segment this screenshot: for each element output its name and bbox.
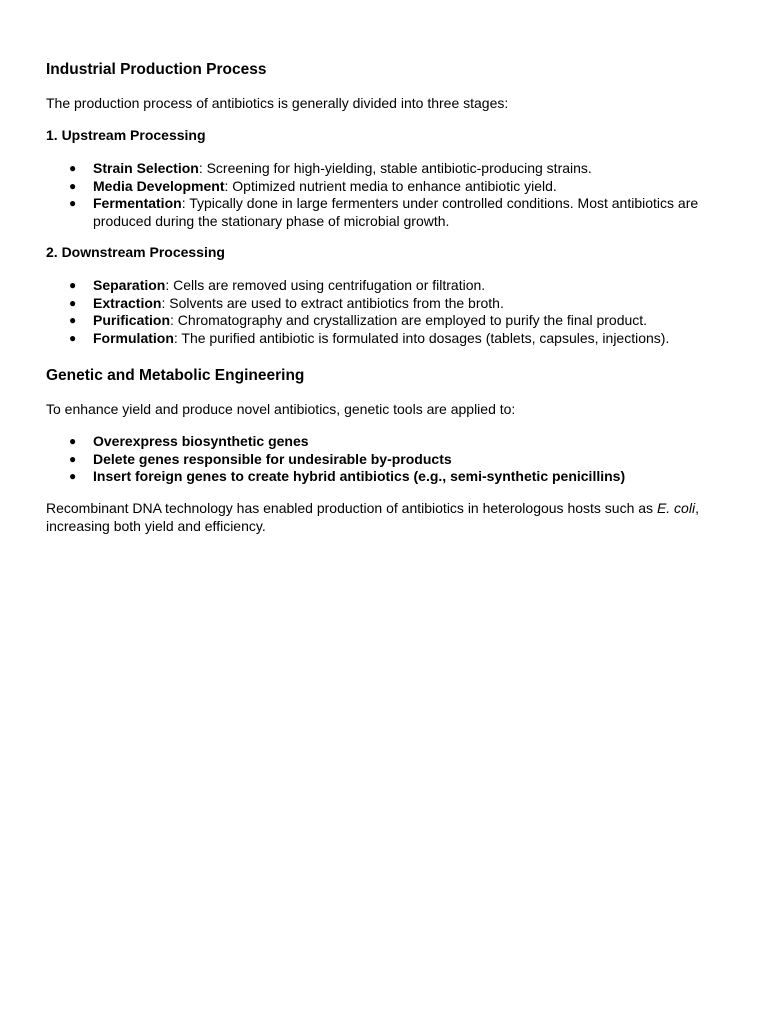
section-title-industrial-production: Industrial Production Process bbox=[46, 61, 267, 78]
bullet-icon: ● bbox=[69, 295, 77, 310]
list-item-term: Purification bbox=[93, 312, 171, 328]
list-item-desc: : Typically done in large fermenters under controlled conditions. Most antibiotics are produced during the stationary phase of microbial growth. bbox=[93, 195, 699, 229]
section-intro-genetic: To enhance yield and produce novel antibiotics, genetic tools are applied to: bbox=[46, 401, 516, 417]
bullet-icon: ● bbox=[69, 469, 77, 483]
list-item-desc: : The purified antibiotic is formulated into dosages (tablets, capsules, injections). bbox=[173, 329, 670, 346]
list-item bbox=[46, 312, 722, 330]
list-item-term: Separation bbox=[93, 277, 166, 293]
organism-name: E. coli bbox=[656, 500, 696, 516]
list-item bbox=[46, 160, 722, 178]
list-item-text: Delete genes responsible for undesirable by-products bbox=[93, 450, 452, 467]
list-item bbox=[46, 195, 722, 230]
list-item-desc: : Chromatography and crystallization are employed to purify the final product. bbox=[170, 312, 648, 328]
list-item bbox=[46, 277, 722, 295]
section-title-genetic-engineering: Genetic and Metabolic Engineering bbox=[46, 367, 305, 384]
section-intro-production: The production process of antibiotics is generally divided into three stages: bbox=[46, 95, 509, 111]
list-item-text: Insert foreign genes to create hybrid antibiotics (e.g., semi-synthetic penicillins) bbox=[93, 468, 626, 484]
closing-text-before: Recombinant DNA technology has enabled production of antibiotics in heterologous hosts such as bbox=[46, 500, 657, 516]
list-item-desc: : Screening for high-yielding, stable antibiotic-producing strains. bbox=[198, 160, 592, 176]
list-item-text: Overexpress biosynthetic genes bbox=[93, 433, 309, 449]
list-item-desc: : Solvents are used to extract antibiotics from the broth. bbox=[161, 294, 504, 311]
subheading-downstream: 2. Downstream Processing bbox=[46, 244, 225, 260]
upstream-list bbox=[46, 160, 722, 230]
list-item-term: Media Development bbox=[93, 177, 225, 194]
list-item-term: Strain Selection bbox=[93, 160, 199, 176]
bullet-icon: ● bbox=[69, 451, 77, 466]
list-item bbox=[46, 451, 722, 469]
closing-paragraph bbox=[46, 500, 722, 535]
list-item-term: Fermentation bbox=[93, 195, 182, 211]
downstream-list bbox=[46, 277, 722, 347]
list-item bbox=[46, 330, 722, 348]
subheading-upstream: 1. Upstream Processing bbox=[46, 127, 206, 143]
genetic-tools-list bbox=[46, 433, 722, 486]
bullet-icon: ● bbox=[69, 178, 77, 193]
list-item bbox=[46, 295, 722, 313]
bullet-icon: ● bbox=[69, 330, 77, 345]
list-item bbox=[46, 178, 722, 196]
bullet-icon: ● bbox=[69, 434, 77, 448]
list-item-desc: : Optimized nutrient media to enhance antibiotic yield. bbox=[224, 177, 557, 194]
bullet-icon: ● bbox=[69, 278, 77, 292]
list-item bbox=[46, 468, 722, 486]
list-item-term: Extraction bbox=[93, 294, 162, 311]
list-item-term: Formulation bbox=[93, 329, 174, 346]
bullet-icon: ● bbox=[69, 313, 77, 327]
bullet-icon: ● bbox=[69, 161, 77, 175]
bullet-icon: ● bbox=[69, 196, 77, 210]
list-item-desc: : Cells are removed using centrifugation or filtration. bbox=[165, 277, 486, 293]
list-item bbox=[46, 433, 722, 451]
closing-text-after: , increasing both yield and efficiency. bbox=[46, 500, 699, 534]
